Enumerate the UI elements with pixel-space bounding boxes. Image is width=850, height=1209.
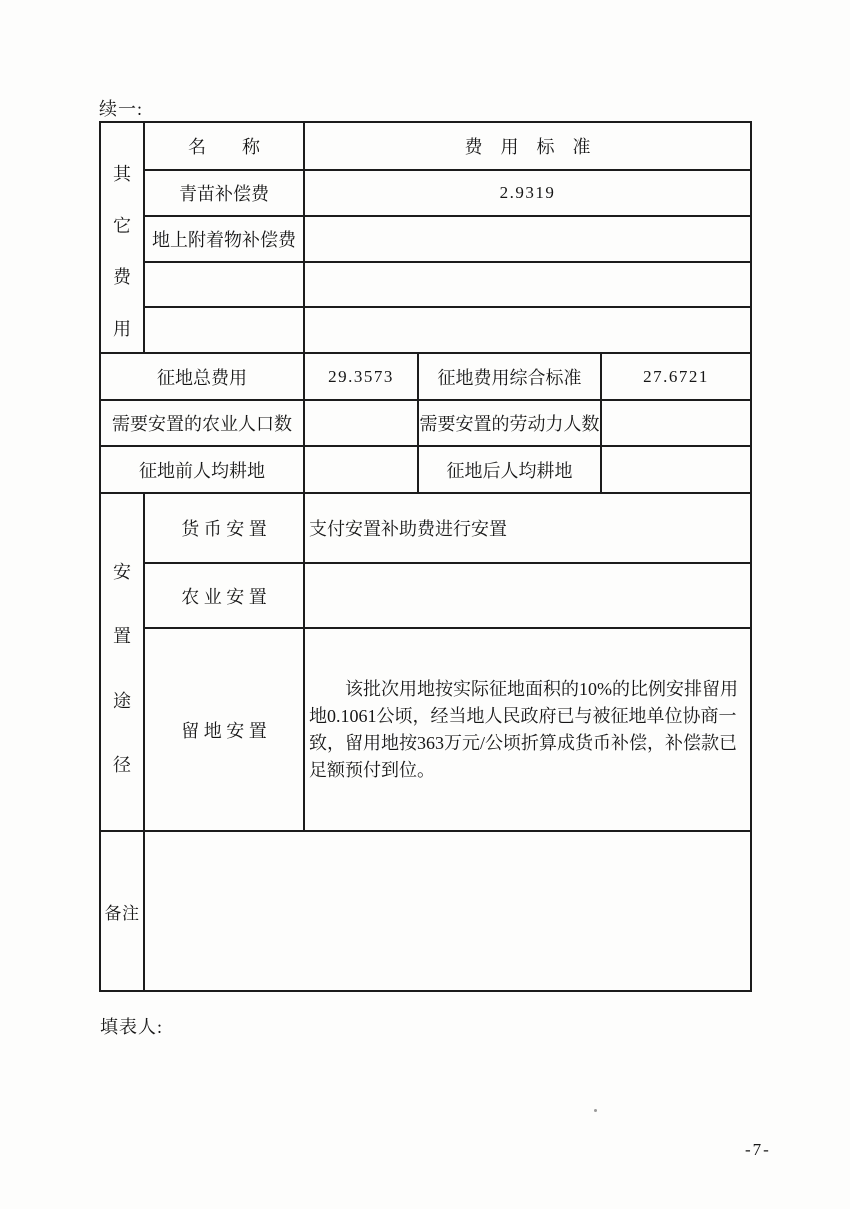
form-filler-label: 填表人: [100,1017,164,1037]
resettlement-label-reserved-land: 留 地 安 置 [145,629,305,832]
resettlement-label-monetary: 货 币 安 置 [145,494,305,564]
reserved-land-paragraph: 该批次用地按实际征地面积的10%的比例安排留用地0.1061公顷，经当地人民政府已与被征地单位协商一致，留用地按363万元/公顷折算成货币补偿，补偿款已足额预付到位。 [309,678,738,780]
land-compensation-table [99,121,752,992]
summary-label-labor-count: 需要安置的劳动力人数 [419,401,602,447]
summary-label-composite-standard: 征地费用综合标准 [419,354,602,401]
fee-row-standard [305,217,750,263]
remarks-content [145,832,750,990]
header-name: 名 称 [145,123,305,171]
summary-label-farmland-after: 征地后人均耕地 [419,447,602,494]
summary-value-labor-count [602,401,750,447]
scan-artifact-dot [594,1109,597,1112]
fee-row-name: 地上附着物补偿费 [145,217,305,263]
remarks-label: 备注 [101,832,145,990]
fee-row-name [145,263,305,308]
continuation-label: 续一: [99,99,144,119]
resettlement-content-monetary: 支付安置补助费进行安置 [305,494,750,564]
summary-value-agri-population [305,401,419,447]
summary-value-total-cost: 29.3573 [305,354,419,401]
resettlement-content-reserved-land [305,629,750,832]
fee-row-name [145,308,305,354]
other-fees-group-label: 其 它 费 用 [101,123,145,354]
fee-row-standard [305,308,750,354]
resettlement-label-agricultural: 农 业 安 置 [145,564,305,629]
page-number: -7- [745,1140,771,1159]
fee-row-standard: 2.9319 [305,171,750,217]
fee-row-name: 青苗补偿费 [145,171,305,217]
summary-value-composite-standard: 27.6721 [602,354,750,401]
summary-value-farmland-before [305,447,419,494]
summary-label-total-cost: 征地总费用 [101,354,305,401]
resettlement-content-agricultural [305,564,750,629]
summary-label-farmland-before: 征地前人均耕地 [101,447,305,494]
header-fee-standard: 费 用 标 准 [305,123,750,171]
fee-row-standard [305,263,750,308]
resettlement-group-label: 安 置 途 径 [101,494,145,832]
summary-label-agri-population: 需要安置的农业人口数 [101,401,305,447]
summary-value-farmland-after [602,447,750,494]
